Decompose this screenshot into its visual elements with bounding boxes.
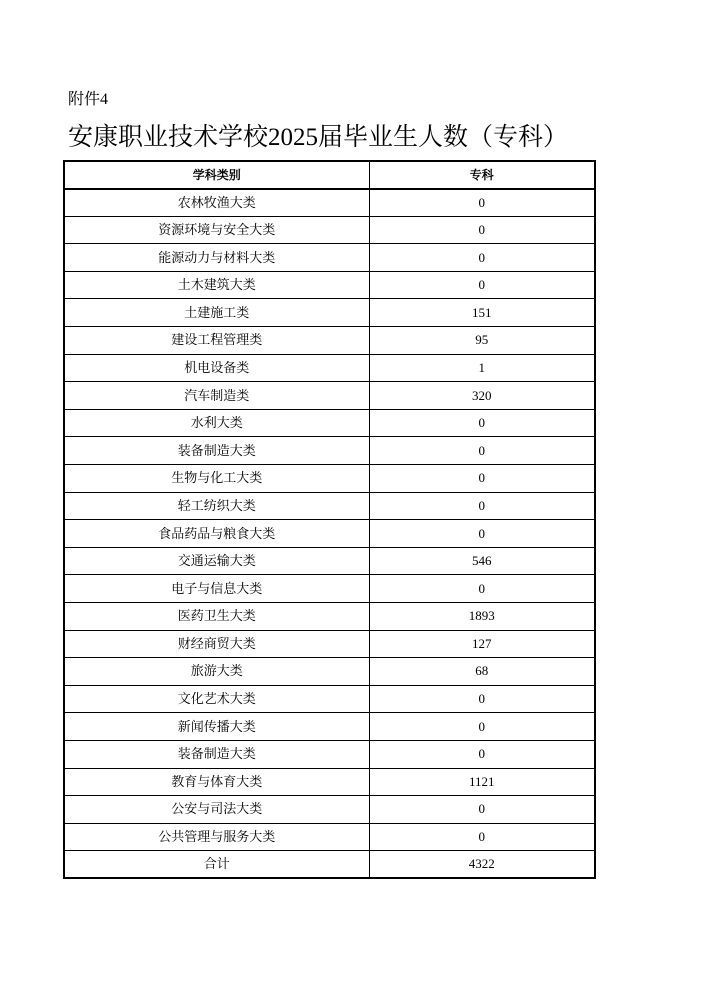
table-row — [64, 244, 595, 272]
table-row — [64, 547, 595, 575]
table-row — [64, 713, 595, 741]
category-cell: 公共管理与服务大类 — [64, 823, 369, 851]
table-row — [64, 740, 595, 768]
header-row — [64, 161, 595, 189]
table-body — [64, 189, 595, 851]
category-cell: 水利大类 — [64, 409, 369, 437]
count-cell: 546 — [369, 547, 595, 575]
count-cell: 95 — [369, 327, 595, 355]
count-column-header: 专科 — [369, 161, 595, 189]
table-footer — [64, 851, 595, 879]
category-cell: 建设工程管理类 — [64, 327, 369, 355]
table-row — [64, 630, 595, 658]
table-row — [64, 409, 595, 437]
table-row — [64, 823, 595, 851]
category-cell: 装备制造大类 — [64, 740, 369, 768]
count-cell: 0 — [369, 216, 595, 244]
table-row — [64, 796, 595, 824]
count-cell: 320 — [369, 382, 595, 410]
count-cell: 0 — [369, 575, 595, 603]
table-row — [64, 603, 595, 631]
category-cell: 食品药品与粮食大类 — [64, 520, 369, 548]
table-row — [64, 216, 595, 244]
category-cell: 生物与化工大类 — [64, 465, 369, 493]
table-row — [64, 189, 595, 217]
category-column-header: 学科类别 — [64, 161, 369, 189]
table-row — [64, 575, 595, 603]
count-cell: 0 — [369, 409, 595, 437]
total-row — [64, 851, 595, 879]
count-cell: 0 — [369, 740, 595, 768]
category-cell: 能源动力与材料大类 — [64, 244, 369, 272]
count-cell: 127 — [369, 630, 595, 658]
category-cell: 公安与司法大类 — [64, 796, 369, 824]
attachment-label: 附件4 — [68, 91, 109, 108]
category-cell: 农林牧渔大类 — [64, 189, 369, 217]
table-row — [64, 492, 595, 520]
count-cell: 0 — [369, 823, 595, 851]
category-cell: 财经商贸大类 — [64, 630, 369, 658]
table-row — [64, 382, 595, 410]
category-cell: 资源环境与安全大类 — [64, 216, 369, 244]
category-cell: 土木建筑大类 — [64, 271, 369, 299]
category-cell: 装备制造大类 — [64, 437, 369, 465]
count-cell: 1 — [369, 354, 595, 382]
count-cell: 1121 — [369, 768, 595, 796]
category-cell: 医药卫生大类 — [64, 603, 369, 631]
count-cell: 1893 — [369, 603, 595, 631]
category-cell: 土建施工类 — [64, 299, 369, 327]
count-cell: 0 — [369, 465, 595, 493]
total-count-cell: 4322 — [369, 851, 595, 879]
table-row — [64, 658, 595, 686]
count-cell: 0 — [369, 437, 595, 465]
table-header — [64, 161, 595, 189]
category-cell: 汽车制造类 — [64, 382, 369, 410]
category-cell: 文化艺术大类 — [64, 685, 369, 713]
document-title: 安康职业技术学校2025届毕业生人数（专科） — [68, 124, 569, 151]
category-cell: 机电设备类 — [64, 354, 369, 382]
table-row — [64, 768, 595, 796]
table-row — [64, 520, 595, 548]
count-cell: 0 — [369, 492, 595, 520]
graduate-count-table — [63, 160, 596, 879]
table-row — [64, 465, 595, 493]
count-cell: 0 — [369, 189, 595, 217]
table-row — [64, 327, 595, 355]
table-row — [64, 685, 595, 713]
category-cell: 电子与信息大类 — [64, 575, 369, 603]
category-cell: 交通运输大类 — [64, 547, 369, 575]
count-cell: 0 — [369, 713, 595, 741]
table-row — [64, 299, 595, 327]
category-cell: 旅游大类 — [64, 658, 369, 686]
table-row — [64, 271, 595, 299]
category-cell: 轻工纺织大类 — [64, 492, 369, 520]
total-label-cell: 合计 — [64, 851, 369, 879]
count-cell: 0 — [369, 271, 595, 299]
category-cell: 教育与体育大类 — [64, 768, 369, 796]
count-cell: 0 — [369, 796, 595, 824]
table-row — [64, 437, 595, 465]
count-cell: 0 — [369, 520, 595, 548]
count-cell: 151 — [369, 299, 595, 327]
count-cell: 68 — [369, 658, 595, 686]
count-cell: 0 — [369, 685, 595, 713]
category-cell: 新闻传播大类 — [64, 713, 369, 741]
table-row — [64, 354, 595, 382]
count-cell: 0 — [369, 244, 595, 272]
